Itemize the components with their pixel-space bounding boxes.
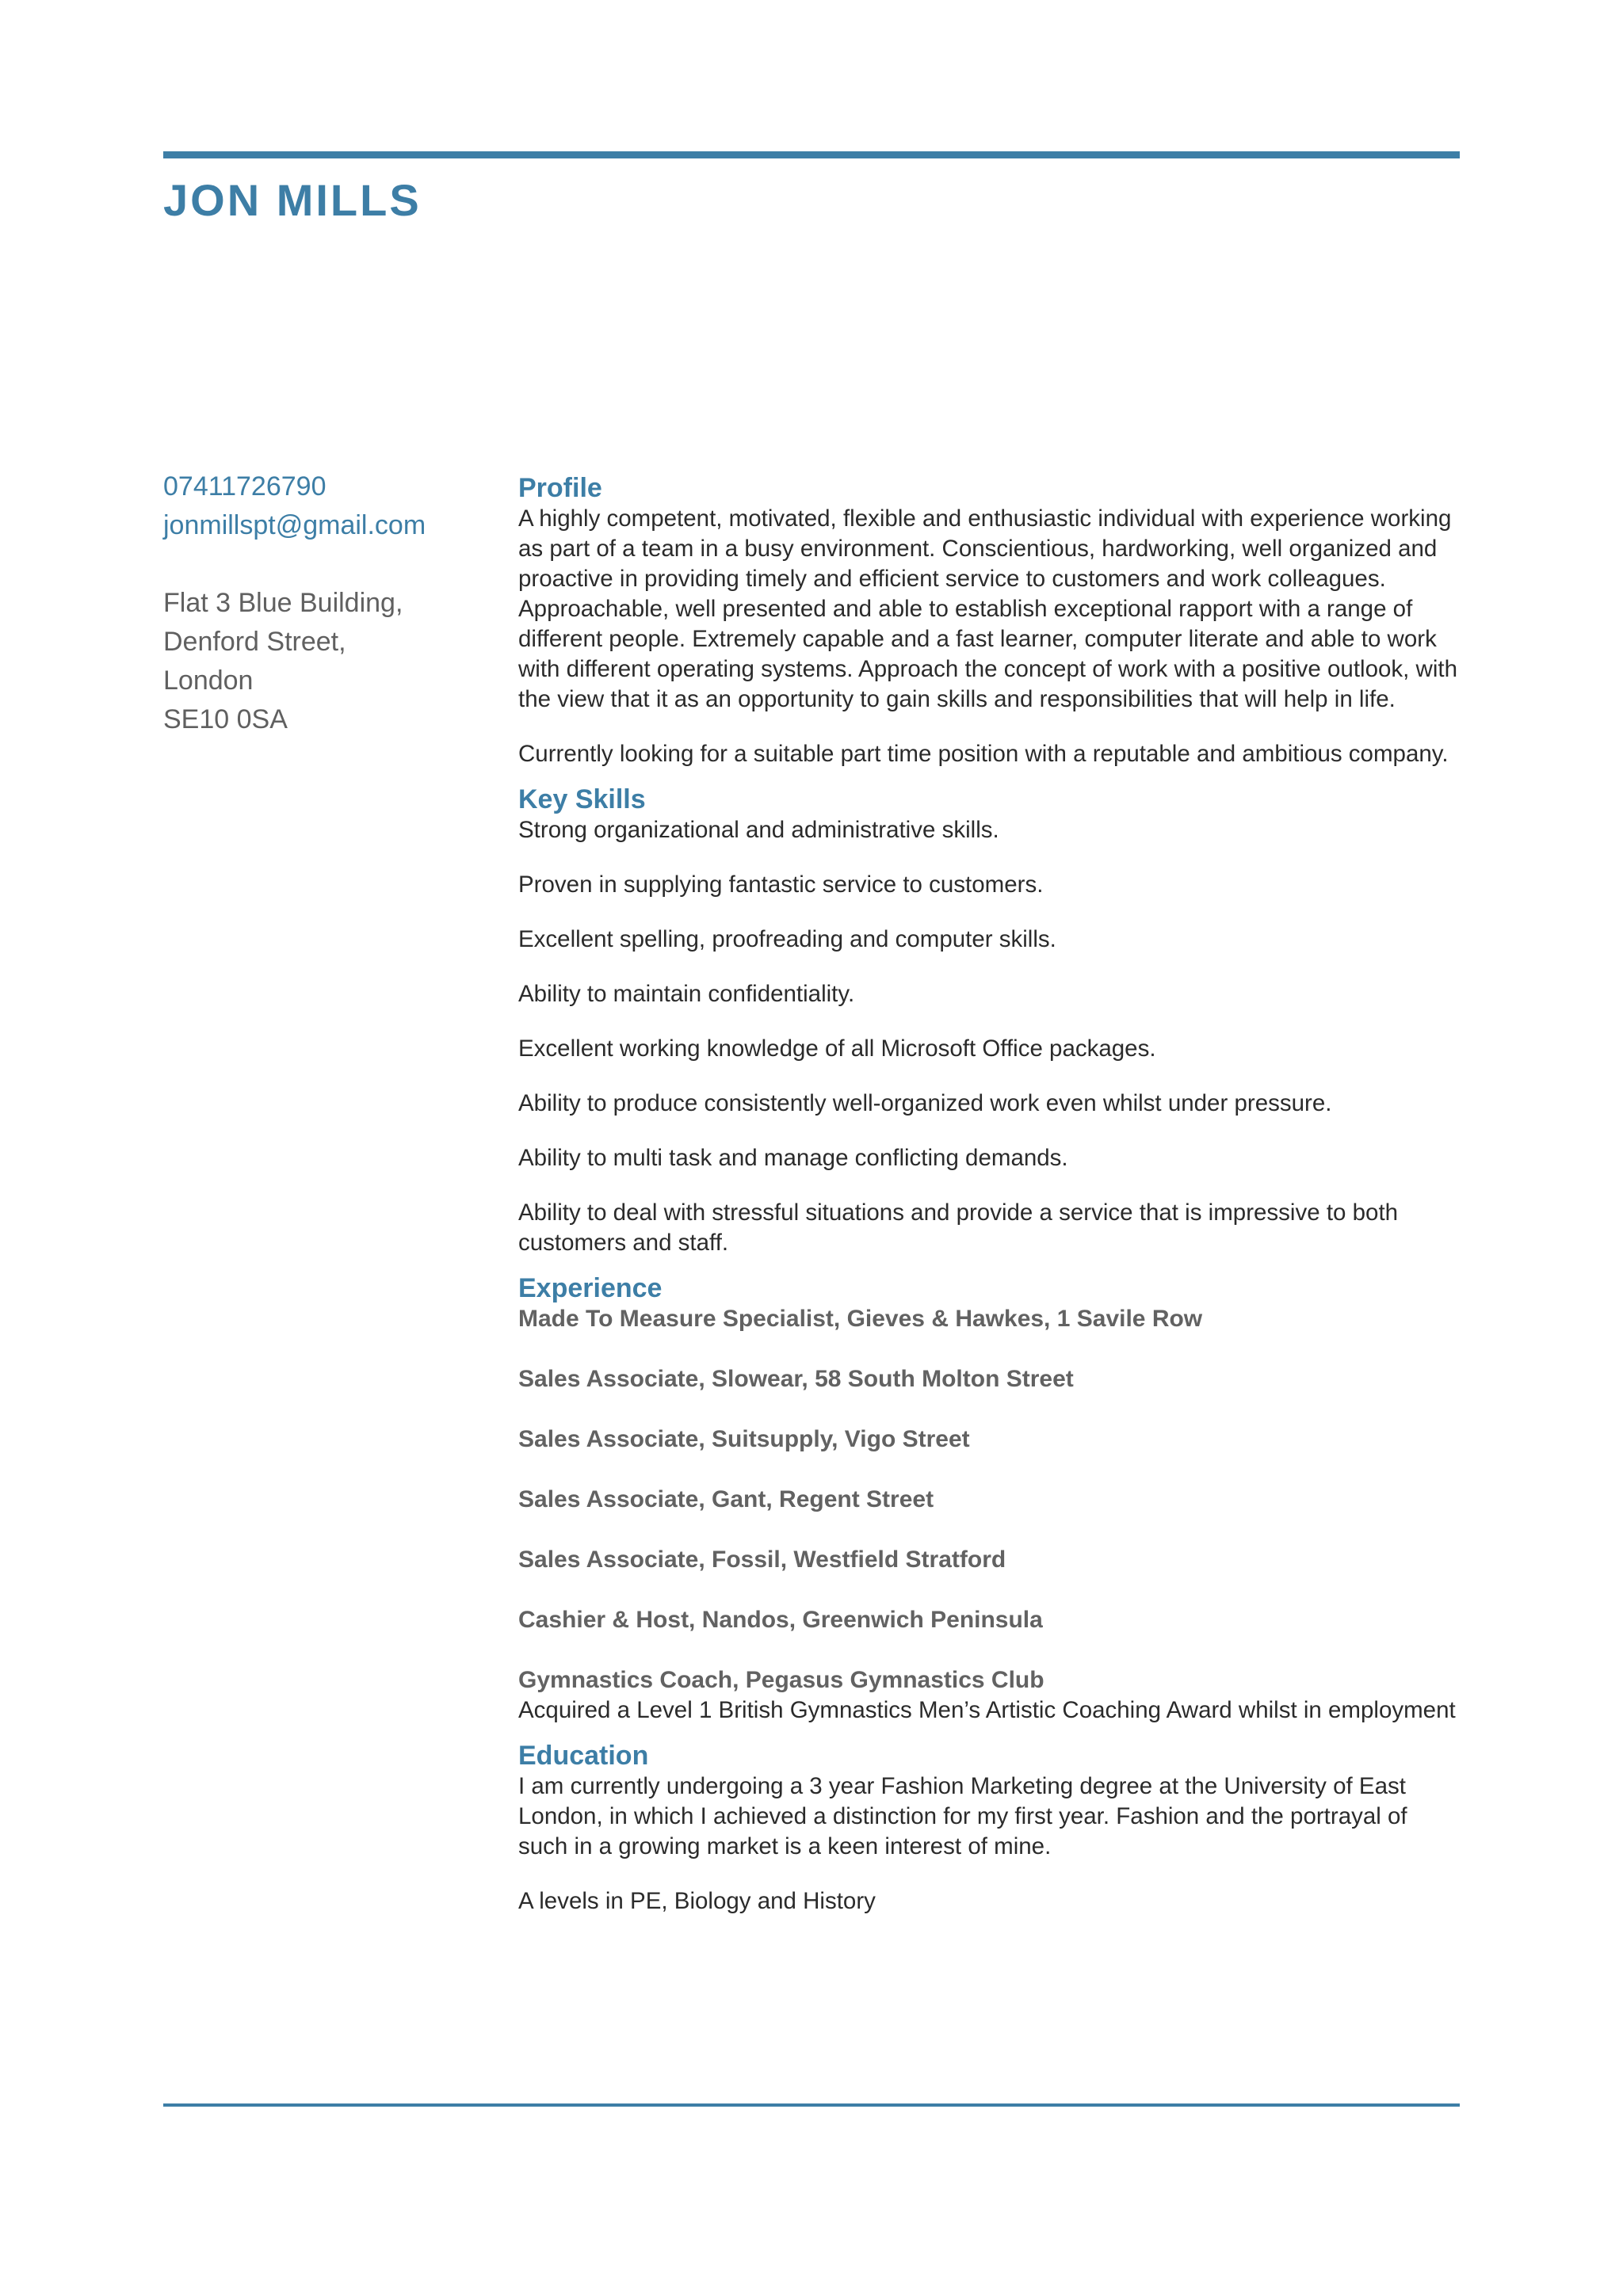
job-note: Acquired a Level 1 British Gymnastics Men’s Artistic Coaching Award whilst in employment (518, 1697, 1456, 1723)
skill-item: Ability to multi task and manage conflicting demands. (518, 1145, 1068, 1171)
skill-item: Ability to maintain confidentiality. (518, 981, 855, 1007)
job-entry (518, 1545, 1460, 1575)
skill-item: Ability to produce consistently well-organized work even whilst under pressure. (518, 1090, 1332, 1116)
candidate-name: JON MILLS (163, 175, 422, 225)
job-title: Sales Associate, Gant, Regent Street (518, 1486, 934, 1512)
bottom-divider (163, 2103, 1460, 2107)
address-line: Denford Street, (163, 627, 346, 657)
contact-sidebar (163, 467, 496, 739)
job-entry (518, 1364, 1460, 1394)
job-title: Cashier & Host, Nandos, Greenwich Peninsula (518, 1607, 1043, 1633)
address-line: Flat 3 Blue Building, (163, 588, 403, 618)
cv-main-content (518, 472, 1460, 1941)
postal-address (163, 584, 496, 739)
education-section (518, 1740, 1460, 1917)
education-paragraph: A levels in PE, Biology and History (518, 1888, 876, 1914)
section-heading-profile: Profile (518, 473, 602, 503)
address-line: SE10 0SA (163, 704, 288, 734)
job-title: Sales Associate, Slowear, 58 South Molton Street (518, 1366, 1074, 1392)
job-entry (518, 1665, 1460, 1726)
section-heading-experience: Experience (518, 1273, 663, 1303)
job-title: Gymnastics Coach, Pegasus Gymnastics Club (518, 1667, 1044, 1693)
skill-item: Ability to deal with stressful situations and provide a service that is impressive to both customers and staff. (518, 1199, 1399, 1256)
skill-item: Strong organizational and administrative skills. (518, 817, 999, 843)
education-paragraph: I am currently undergoing a 3 year Fashion Marketing degree at the University of East London, in which I achieved a distinction for my first year. Fashion and the portrayal of such in a growing market is a keen interest of mine. (518, 1773, 1407, 1859)
profile-paragraph: Currently looking for a suitable part time position with a reputable and ambitious company. (518, 741, 1449, 767)
skill-item: Excellent working knowledge of all Microsoft Office packages. (518, 1035, 1156, 1062)
key-skills-section (518, 784, 1460, 1258)
section-heading-education: Education (518, 1741, 649, 1771)
skill-item: Excellent spelling, proofreading and computer skills. (518, 926, 1056, 952)
section-heading-key-skills: Key Skills (518, 784, 646, 814)
job-title: Sales Associate, Fossil, Westfield Stratford (518, 1547, 1006, 1573)
profile-section (518, 472, 1460, 769)
job-entry (518, 1304, 1460, 1334)
profile-paragraph: A highly competent, motivated, flexible and enthusiastic individual with experience working as part of a team in a busy environment. Conscientious, hardworking, well organized and proactive in providing timely and efficient service to customers and work colleagues. Approachable, well presented and able to establish exceptional rapport with a range of different people. Extremely capable and a fast learner, computer literate and able to work with different operating systems. Approach the concept of work with a positive outlook, with the view that it as an opportunity to gain skills and responsibilities that will help in life. (518, 505, 1457, 712)
phone-number: 07411726790 (163, 471, 327, 502)
job-entry (518, 1485, 1460, 1515)
experience-section (518, 1272, 1460, 1726)
email-address: jonmillspt@gmail.com (163, 510, 426, 540)
job-title: Made To Measure Specialist, Gieves & Hawkes, 1 Savile Row (518, 1306, 1203, 1332)
job-title: Sales Associate, Suitsupply, Vigo Street (518, 1426, 970, 1452)
job-entry (518, 1425, 1460, 1455)
address-line: London (163, 666, 254, 696)
job-entry (518, 1605, 1460, 1635)
skill-item: Proven in supplying fantastic service to customers. (518, 871, 1044, 898)
top-divider (163, 151, 1460, 158)
